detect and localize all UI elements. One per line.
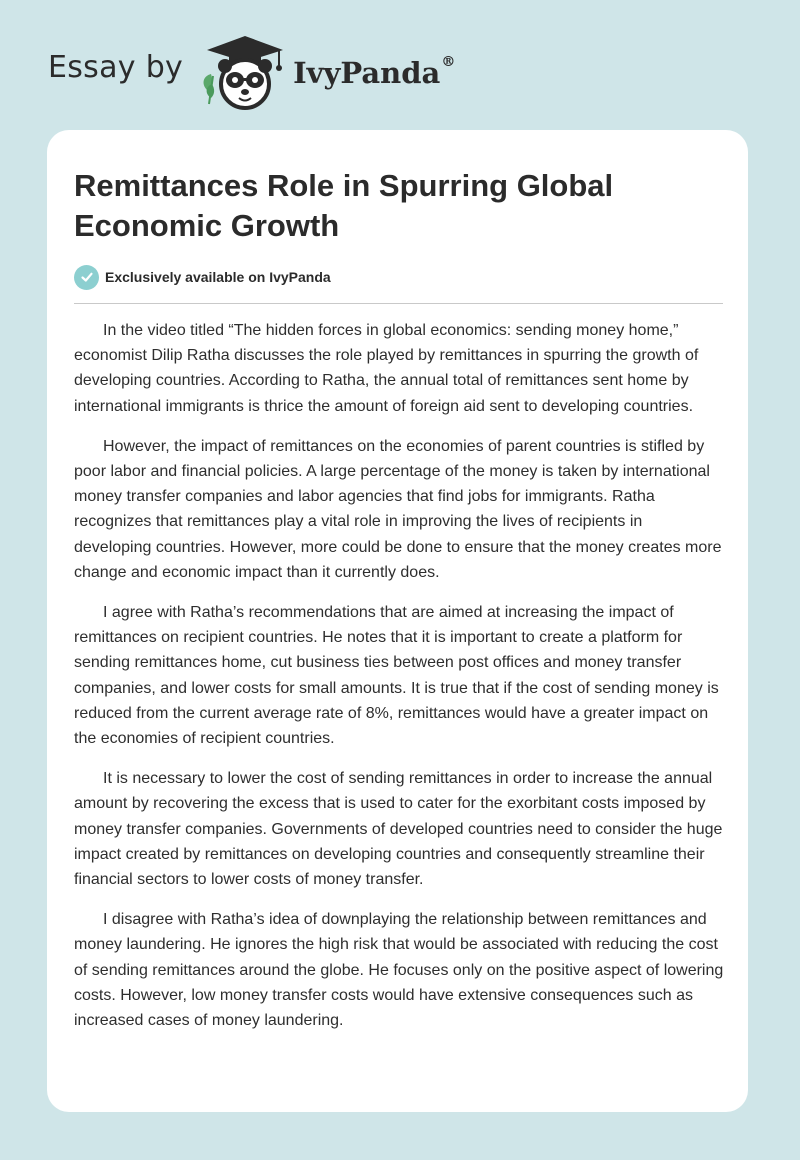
paragraph: I disagree with Ratha’s idea of downplaying the relationship between remittances and money laundering. He ignores the high risk that would be associated with reducing the cost of sending remittances around the globe. He focuses only on the positive aspect of lowering costs. However, low money transfer costs would have extensive consequences such as increased cases of money laundering. — [74, 911, 724, 1030]
essay-card — [47, 130, 748, 1112]
essay-by-label: Essay by — [48, 49, 184, 85]
brand-name[interactable]: IvyPanda® — [293, 54, 456, 90]
badge-label: Exclusively available on IvyPanda — [105, 269, 331, 285]
paragraph: In the video titled “The hidden forces in global economics: sending money home,” economist Dilip Ratha discusses the role played by remittances in spurring the growth of developing countries. According to Ratha, the annual total of remittances sent home by international immigrants is thrice the amount of foreign aid sent to developing countries. — [74, 322, 699, 415]
essay-body — [74, 318, 724, 1048]
divider — [74, 303, 723, 304]
panda-graduate-icon[interactable] — [199, 32, 289, 112]
registered-mark: ® — [441, 54, 456, 70]
paragraph: It is necessary to lower the cost of sending remittances in order to increase the annual amount by recovering the excess that is used to cater for the exorbitant costs imposed by money transfer companies. Governments of developed countries need to consider the huge impact created by remittances on developing countries and consequently streamline their financial sectors to lower costs of money transfer. — [74, 770, 723, 889]
check-circle-icon — [74, 265, 99, 290]
essay-title: Remittances Role in Spurring Global Economic Growth — [74, 168, 614, 243]
exclusive-badge — [74, 264, 331, 290]
site-header — [48, 32, 548, 112]
paragraph: However, the impact of remittances on the economies of parent countries is stifled by poor labor and financial policies. A large percentage of the money is taken by international money transfer companies and labor agencies that find jobs for immigrants. Ratha recognizes that remittances play a vital role in improving the lives of recipients in developing countries. However, more could be done to ensure that the money creates more change and economic impact than it currently does. — [74, 437, 722, 581]
paragraph: I agree with Ratha’s recommendations that are aimed at increasing the impact of remittances on recipient countries. He notes that it is important to create a platform for sending remittances home, cut business ties between post offices and money transfer companies, and lower costs for small amounts. It is true that if the cost of sending money is reduced from the current average rate of 8%, remittances would have a greater impact on the economies of recipient countries. — [74, 604, 719, 748]
